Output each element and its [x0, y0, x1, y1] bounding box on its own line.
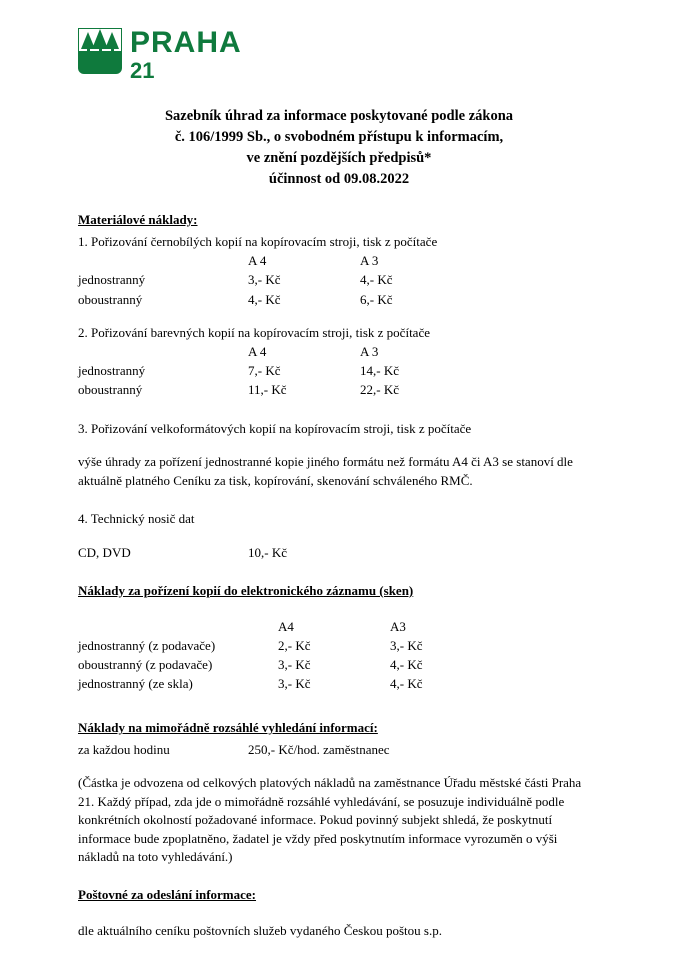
title-line-2: č. 106/1999 Sb., o svobodném přístupu k informacím,	[174, 129, 504, 146]
material-item-2-table	[78, 343, 470, 400]
col-head-a4: A 4	[248, 253, 267, 269]
col-head-a3: A3	[390, 618, 406, 634]
material-item-1-text: 1. Pořizování černobílých kopií na kopírovacím stroji, tisk z počítače	[78, 234, 438, 250]
table-row: za každou hodinu 250,- Kč/hod. zaměstnanec	[78, 742, 390, 758]
search-costs-note: (Částka je odvozena od celkových platových nákladů na zaměstnance Úřadu městské části Praha 21. Každý případ, zda jde o mimořádně rozsáhlé vyhledávání, se posuzuje individuálně podle konkrétních okolností požadované informace. Pokud povinný subjekt shledá, že poskytnutí informace bude zpoplatněno, žadatel je vždy před poskytnutím informace vyrozuměn o výši nákladů na toto vyhledávání.)	[78, 775, 582, 865]
logo-wordmark-praha: PRAHA	[130, 26, 242, 59]
title-line-3: ve znění pozdějších předpisů*	[246, 150, 432, 167]
material-item-3-text: 3. Pořizování velkoformátových kopií na kopírovacím stroji, tisk z počítače	[78, 421, 472, 437]
postage-note: dle aktuálního ceníku poštovních služeb vydaného Českou poštou s.p.	[78, 922, 442, 938]
page-title	[78, 106, 618, 190]
logo-wordmark-21: 21	[130, 58, 155, 83]
col-label	[78, 252, 248, 271]
table-row	[78, 618, 500, 637]
material-item-4-text: 4. Technický nosič dat	[78, 511, 195, 527]
material-item-3-note: výše úhrady za pořízení jednostranné kopie jiného formátu než formátu A4 či A3 se stanoví dle aktuálně platného Ceníku za tisk, kopírování, skenování schváleného RMČ.	[78, 454, 573, 488]
material-item-1-table	[78, 252, 470, 309]
table-row: oboustranný (z podavače) 3,- Kč 4,- Kč	[78, 657, 423, 672]
col-head-a4: A4	[278, 618, 294, 634]
col-head-a3: A 3	[360, 253, 379, 269]
title-line-1: Sazebník úhrad za informace poskytované podle zákona	[164, 108, 514, 124]
title-line-4: účinnost od 09.08.2022	[268, 171, 410, 188]
section-heading-search-costs: Náklady na mimořádně rozsáhlé vyhledání informací:	[78, 720, 378, 736]
table-row	[78, 252, 470, 271]
scan-costs-table	[78, 618, 500, 695]
table-row: jednostranný 3,- Kč 4,- Kč	[78, 272, 393, 288]
table-row: jednostranný (z podavače) 2,- Kč 3,- Kč	[78, 637, 423, 653]
table-row: CD, DVD 10,- Kč	[78, 544, 287, 560]
material-item-2-text: 2. Pořizování barevných kopií na kopírovacím stroji, tisk z počítače	[78, 324, 430, 340]
table-row: jednostranný 7,- Kč 14,- Kč	[78, 363, 399, 378]
col-head-a3: A 3	[360, 343, 379, 359]
table-row: oboustranný 11,- Kč 22,- Kč	[78, 382, 399, 398]
trees-shield-icon	[78, 28, 122, 74]
section-heading-material-costs: Materiálové náklady:	[78, 212, 198, 228]
search-costs-table	[78, 741, 390, 760]
section-heading-scan-costs: Náklady za pořízení kopií do elektronického záznamu (sken)	[78, 582, 414, 598]
col-head-a4: A 4	[248, 343, 267, 359]
table-row	[78, 343, 470, 362]
section-heading-postage: Poštovné za odeslání informace:	[78, 886, 257, 902]
material-item-4-table	[78, 544, 360, 563]
table-row: jednostranný (ze skla) 3,- Kč 4,- Kč	[78, 676, 423, 692]
praha-21-logo	[78, 26, 618, 83]
table-row: oboustranný 4,- Kč 6,- Kč	[78, 291, 393, 307]
